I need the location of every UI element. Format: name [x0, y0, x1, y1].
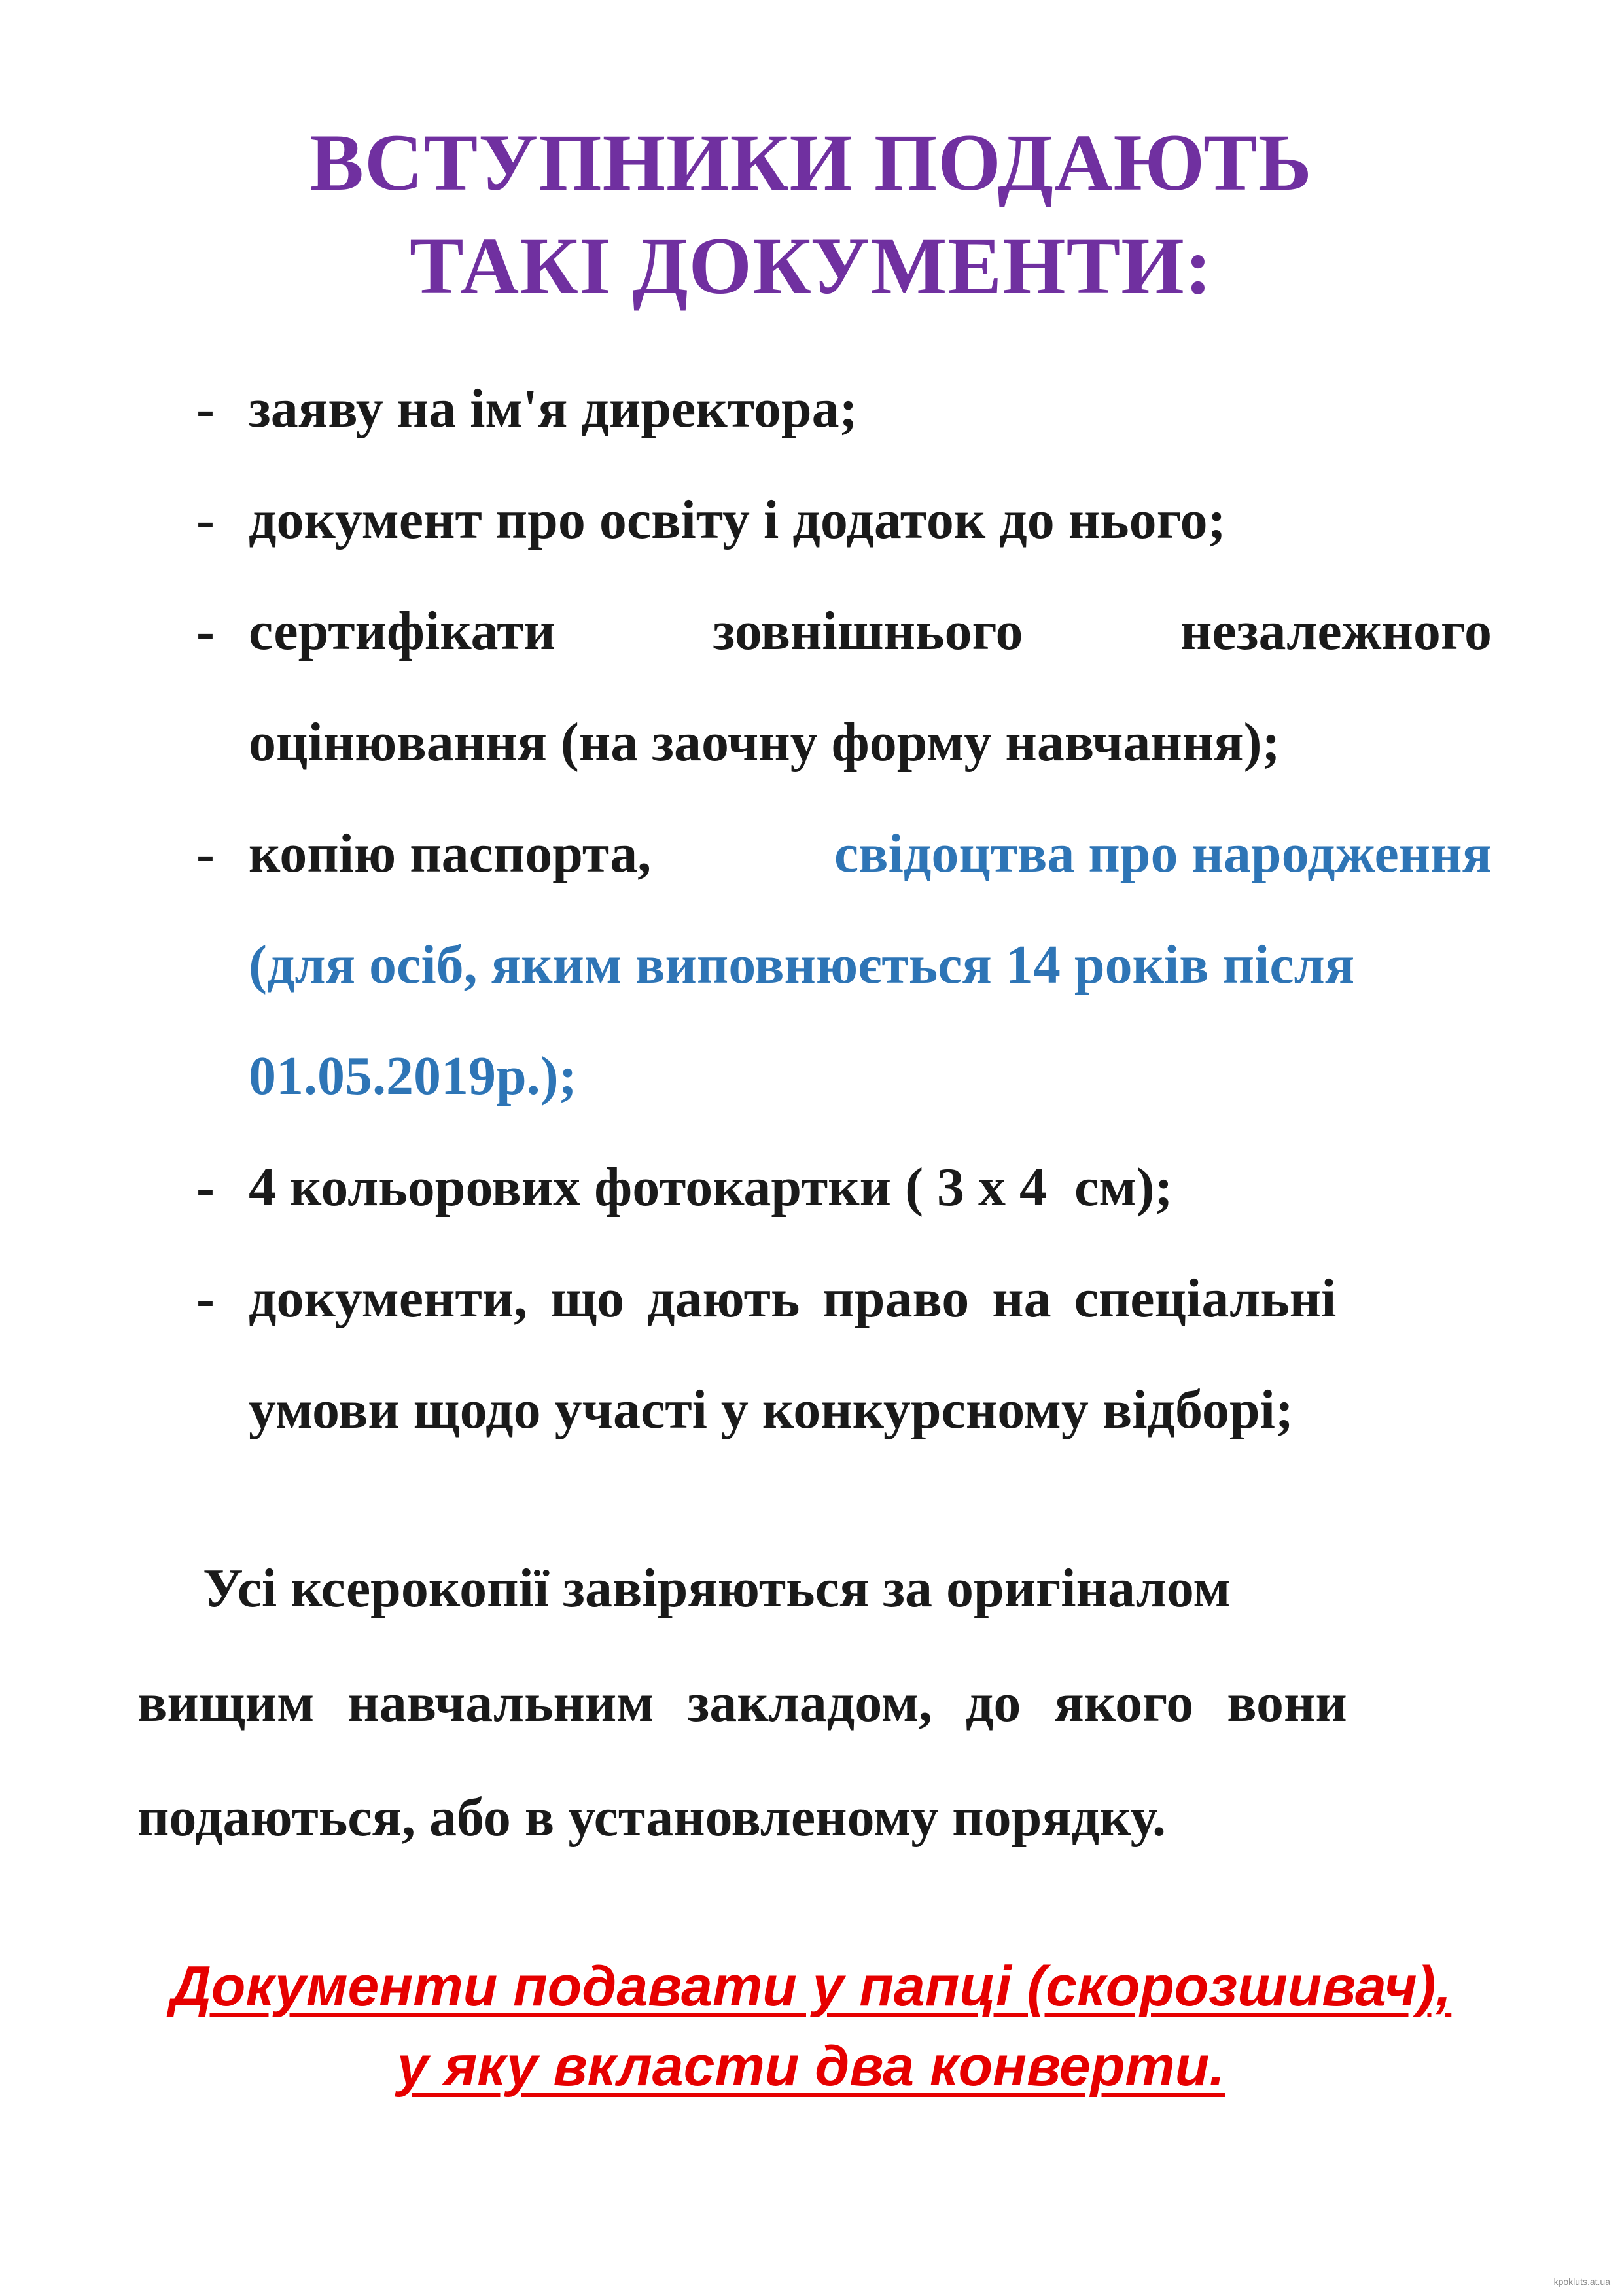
bullet-dash: -	[196, 1268, 215, 1329]
bullet-dash: -	[196, 378, 215, 439]
site-watermark: kpokluts.at.ua	[1553, 2276, 1610, 2287]
documents-list	[196, 353, 1492, 1466]
item-text: умови щодо участі у конкурсному відборі;	[249, 1379, 1294, 1440]
red-note-line-1: Документи подавати у папці (скорозшивач),	[170, 1955, 1452, 2018]
list-item	[196, 1132, 1492, 1243]
item-text: документ про освіту і додаток до нього;	[249, 489, 1226, 550]
note-line-1: Усі ксерокопії завіряються за оригіналом	[203, 1558, 1231, 1619]
item-text-blue: свідоцтва про народження	[834, 823, 1492, 884]
copies-note	[137, 1531, 1492, 1875]
item-text-black: копію паспорта,	[249, 823, 652, 884]
item-text-justified	[249, 576, 1492, 687]
item-text: оцінювання (на заочну форму навчання);	[249, 712, 1280, 773]
bullet-dash: -	[196, 601, 215, 662]
item-word: зовнішнього	[713, 601, 1023, 662]
list-item	[196, 465, 1492, 576]
title-line-2: ТАКІ ДОКУМЕНТИ:	[409, 221, 1213, 311]
bullet-dash: -	[196, 1157, 215, 1218]
item-text-justified	[249, 798, 1492, 910]
list-item	[196, 1243, 1492, 1466]
item-text-blue: 01.05.2019р.);	[249, 1046, 577, 1106]
item-text-blue: (для осіб, яким виповнюється 14 років після	[249, 934, 1355, 995]
bullet-dash: -	[196, 489, 215, 550]
page-title	[0, 111, 1622, 318]
red-note-line-2: у яку вкласти два конверти.	[397, 2035, 1225, 2098]
list-item	[196, 576, 1492, 798]
item-text: заяву на ім'я директора;	[249, 378, 858, 439]
bullet-dash: -	[196, 823, 215, 884]
item-word: незалежного	[1180, 601, 1492, 662]
list-item	[196, 798, 1492, 1132]
note-line-2: вищим навчальним закладом, до якого вони	[137, 1672, 1347, 1733]
title-line-1: ВСТУПНИКИ ПОДАЮТЬ	[309, 118, 1313, 207]
item-text: документи, що дають право на спеціальні	[249, 1268, 1337, 1329]
item-text: 4 кольорових фотокартки ( 3 х 4 см);	[249, 1157, 1173, 1218]
note-line-3: подаються, або в установленому порядку.	[137, 1787, 1167, 1848]
list-item	[196, 353, 1492, 465]
item-word: сертифікати	[249, 601, 555, 662]
folder-instruction	[0, 1947, 1622, 2106]
